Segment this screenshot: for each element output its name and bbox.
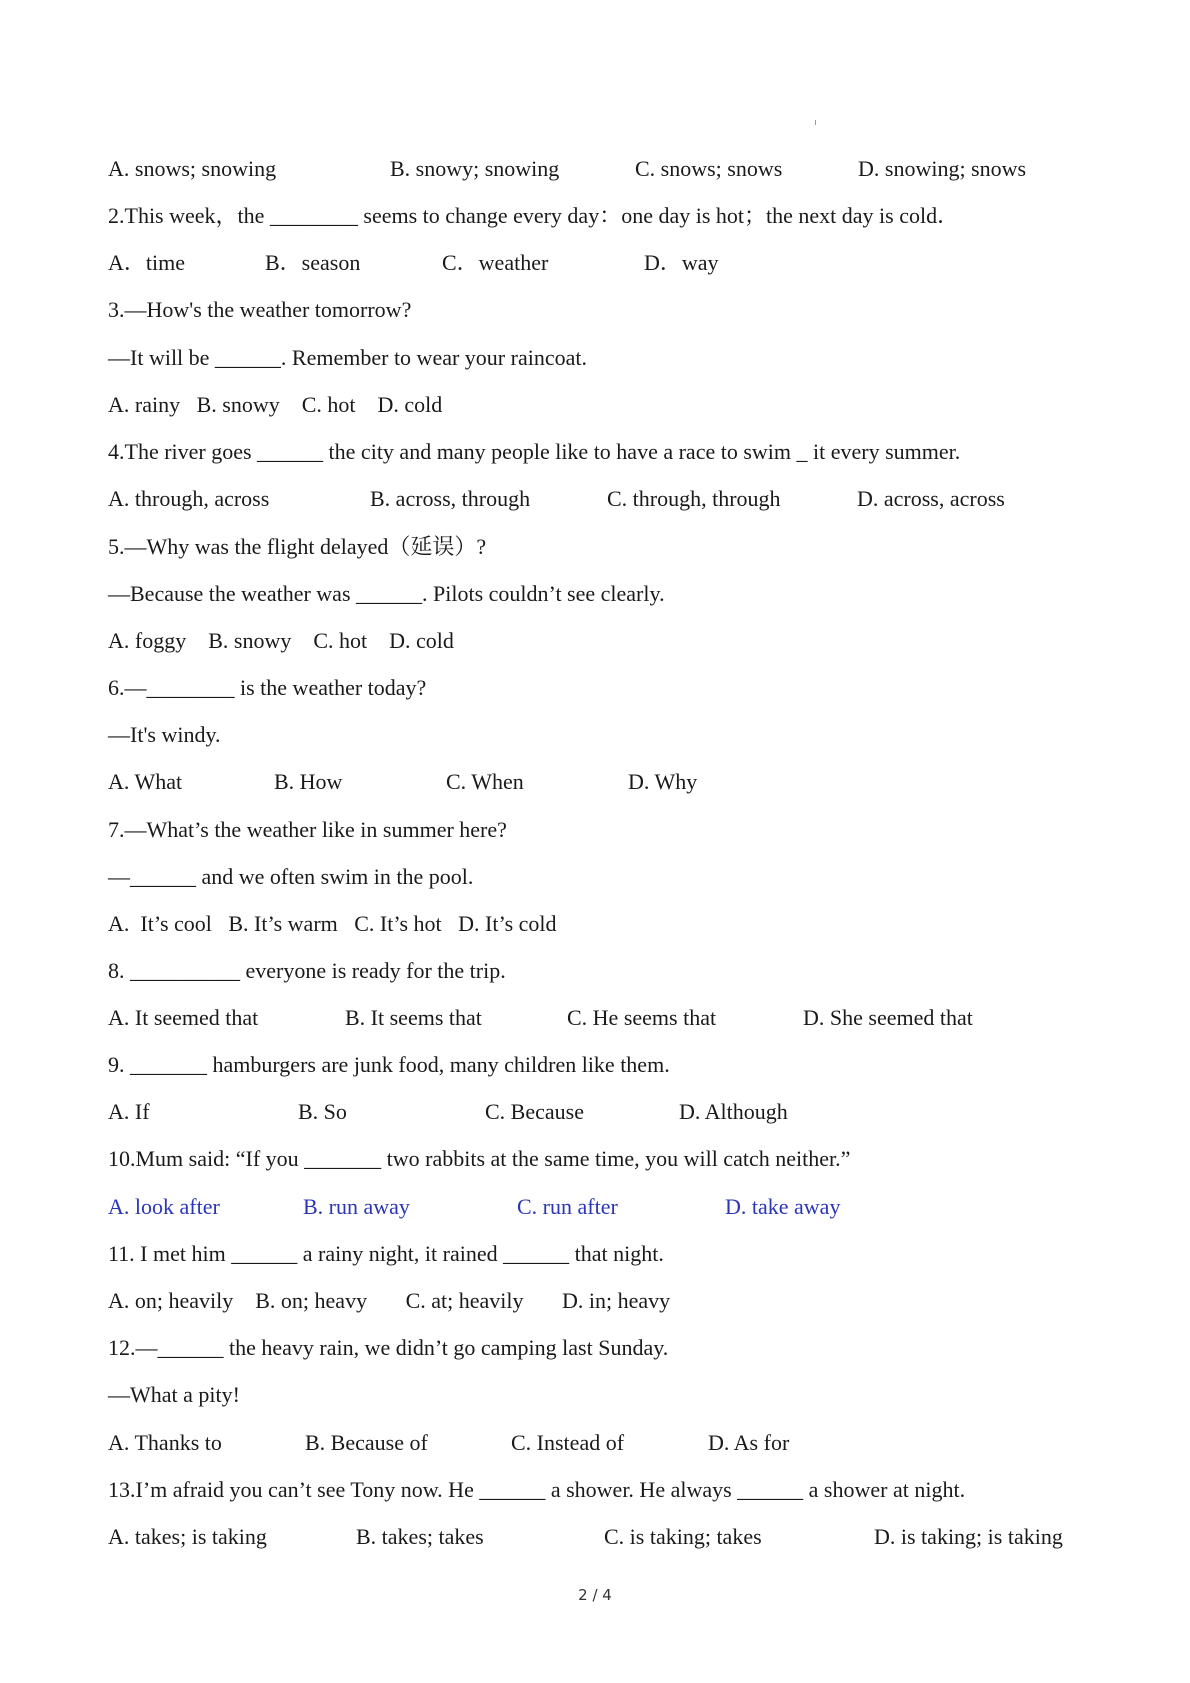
q12-option-c: C. Instead of bbox=[511, 1430, 625, 1455]
q13-option-b: B. takes; takes bbox=[356, 1524, 484, 1549]
q10-options bbox=[108, 1192, 841, 1222]
q13-option-a: A. takes; is taking bbox=[108, 1524, 267, 1549]
q5-stem: 5.—Why was the flight delayed（延误）? bbox=[108, 534, 487, 559]
q12-option-b: B. Because of bbox=[305, 1430, 428, 1455]
q3-reply: —It will be ______. Remember to wear your raincoat. bbox=[108, 345, 587, 370]
q10-option-c: C. run after bbox=[517, 1194, 618, 1219]
q1-option-b: B. snowy; snowing bbox=[390, 156, 560, 181]
q2-option-a: A．time bbox=[108, 250, 185, 275]
q6-option-d: D. Why bbox=[628, 769, 698, 794]
q1-options bbox=[108, 154, 1027, 184]
q9-option-a: A. If bbox=[108, 1099, 150, 1124]
header-mark bbox=[815, 120, 816, 125]
q11-stem: 11. I met him ______ a rainy night, it rained ______ that night. bbox=[108, 1241, 664, 1266]
q12-stem: 12.—______ the heavy rain, we didn’t go camping last Sunday. bbox=[108, 1335, 669, 1360]
q6-option-a: A. What bbox=[108, 769, 183, 794]
q9-options bbox=[108, 1097, 788, 1127]
q12-reply: —What a pity! bbox=[108, 1382, 240, 1407]
q9-option-c: C. Because bbox=[485, 1099, 584, 1124]
q6-reply: —It's windy. bbox=[108, 722, 221, 747]
q2-option-c: C．weather bbox=[442, 250, 549, 275]
q13-option-c: C. is taking; takes bbox=[604, 1524, 762, 1549]
q8-option-b: B. It seems that bbox=[345, 1005, 482, 1030]
q4-options bbox=[108, 484, 1005, 514]
q6-option-b: B. How bbox=[274, 769, 343, 794]
q8-options bbox=[108, 1003, 973, 1033]
q2-option-b: B．season bbox=[265, 250, 361, 275]
q12-option-d: D. As for bbox=[708, 1430, 790, 1455]
q4-stem: 4.The river goes ______ the city and many people like to have a race to swim _ it every summer. bbox=[108, 439, 961, 464]
q10-option-d: D. take away bbox=[725, 1194, 841, 1219]
q3-stem: 3.—How's the weather tomorrow? bbox=[108, 297, 412, 322]
q3-options: A. rainy B. snowy C. hot D. cold bbox=[108, 392, 443, 417]
q12-options bbox=[108, 1428, 790, 1458]
q1-option-d: D. snowing; snows bbox=[858, 156, 1027, 181]
q13-stem: 13.I’m afraid you can’t see Tony now. He ______ a shower. He always ______ a shower at night. bbox=[108, 1477, 966, 1502]
q4-option-a: A. through, across bbox=[108, 486, 270, 511]
q8-option-c: C. He seems that bbox=[567, 1005, 717, 1030]
q12-option-a: A. Thanks to bbox=[108, 1430, 222, 1455]
q10-option-a: A. look after bbox=[108, 1194, 220, 1219]
q8-option-a: A. It seemed that bbox=[108, 1005, 259, 1030]
q2-stem: 2.This week，the ________ seems to change every day：one day is hot；the next day is cold． bbox=[108, 203, 960, 228]
q10-option-b: B. run away bbox=[303, 1194, 410, 1219]
page-number: 2 / 4 bbox=[578, 1586, 612, 1604]
q7-options: A. It’s cool B. It’s warm C. It’s hot D. It’s cold bbox=[108, 911, 557, 936]
q7-stem: 7.—What’s the weather like in summer here? bbox=[108, 817, 507, 842]
q8-stem: 8. __________ everyone is ready for the trip. bbox=[108, 958, 506, 983]
q9-option-b: B. So bbox=[298, 1099, 347, 1124]
q9-option-d: D. Although bbox=[679, 1099, 788, 1124]
q11-options: A. on; heavily B. on; heavy C. at; heavily D. in; heavy bbox=[108, 1288, 671, 1313]
q13-option-d: D. is taking; is taking bbox=[874, 1524, 1063, 1549]
q1-option-a: A. snows; snowing bbox=[108, 156, 277, 181]
q2-options bbox=[108, 248, 719, 278]
q5-options: A. foggy B. snowy C. hot D. cold bbox=[108, 628, 454, 653]
q4-option-d: D. across, across bbox=[857, 486, 1005, 511]
q2-option-d: D．way bbox=[644, 250, 719, 275]
q7-reply: —______ and we often swim in the pool. bbox=[108, 864, 474, 889]
q5-reply: —Because the weather was ______. Pilots couldn’t see clearly. bbox=[108, 581, 665, 606]
q9-stem: 9. _______ hamburgers are junk food, many children like them. bbox=[108, 1052, 670, 1077]
q6-stem: 6.—________ is the weather today? bbox=[108, 675, 427, 700]
q4-option-c: C. through, through bbox=[607, 486, 781, 511]
q6-option-c: C. When bbox=[446, 769, 524, 794]
q10-stem: 10.Mum said: “If you _______ two rabbits at the same time, you will catch neither.” bbox=[108, 1146, 851, 1171]
q6-options bbox=[108, 767, 698, 797]
q13-options bbox=[108, 1522, 1063, 1552]
q8-option-d: D. She seemed that bbox=[803, 1005, 973, 1030]
q4-option-b: B. across, through bbox=[370, 486, 531, 511]
q1-option-c: C. snows; snows bbox=[635, 156, 783, 181]
